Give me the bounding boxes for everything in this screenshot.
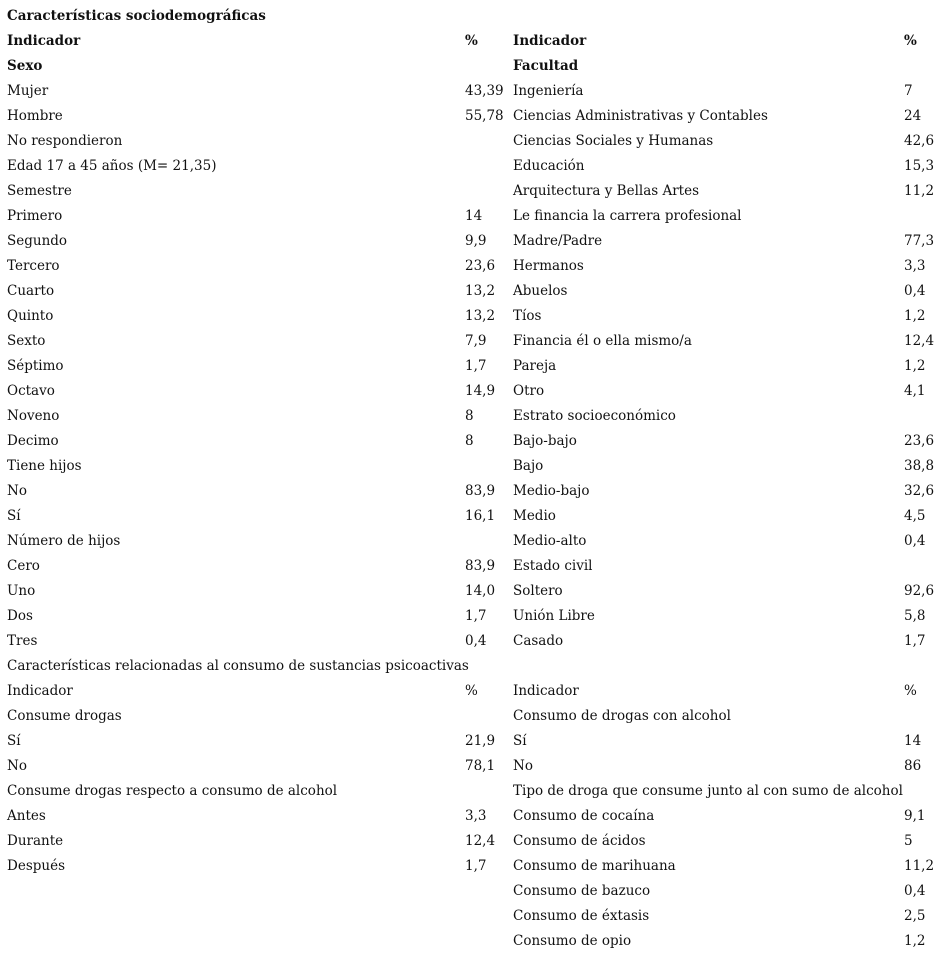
table-row (0, 754, 944, 779)
right-indicator: Medio (513, 508, 556, 524)
header-left-label: Indicador (7, 683, 73, 699)
left-percent: 12,4 (465, 833, 496, 849)
left-percent: 23,6 (465, 258, 496, 274)
right-indicator: Ciencias Sociales y Humanas (513, 133, 714, 149)
header-row (0, 29, 944, 54)
left-percent: 13,2 (465, 308, 496, 324)
header-right-label: Indicador (513, 683, 579, 699)
left-percent: 1,7 (465, 858, 487, 874)
right-indicator: Consumo de éxtasis (513, 908, 650, 924)
left-percent: 1,7 (465, 608, 487, 624)
right-percent: 15,3 (904, 158, 935, 174)
table-row (0, 104, 944, 129)
right-percent: 92,6 (904, 583, 935, 599)
left-percent: 0,4 (465, 633, 487, 649)
left-indicator: Tres (7, 633, 38, 649)
right-indicator: Bajo-bajo (513, 433, 577, 449)
table-row (0, 554, 944, 579)
left-indicator: Sexo (7, 58, 43, 74)
right-percent: 32,6 (904, 483, 935, 499)
table-row (0, 504, 944, 529)
left-indicator: No (7, 483, 27, 499)
left-indicator: Segundo (7, 233, 68, 249)
left-percent: 3,3 (465, 808, 487, 824)
right-percent: 42,6 (904, 133, 935, 149)
right-indicator: Arquitectura y Bellas Artes (513, 183, 700, 199)
left-percent: 21,9 (465, 733, 496, 749)
table-title-text: Características sociodemográficas (7, 8, 266, 24)
left-indicator: Primero (7, 208, 63, 224)
section-title (0, 654, 944, 679)
left-indicator: Séptimo (7, 358, 64, 374)
left-percent: 43,39 (465, 83, 504, 99)
right-percent: 4,1 (904, 383, 926, 399)
table-row (0, 529, 944, 554)
table-row (0, 254, 944, 279)
left-percent: 83,9 (465, 483, 496, 499)
left-percent: 14 (465, 208, 483, 224)
left-indicator: No respondieron (7, 133, 123, 149)
header-right-label: Indicador (513, 33, 587, 49)
right-indicator: Estado civil (513, 558, 593, 574)
right-percent: 38,8 (904, 458, 935, 474)
table-row (0, 54, 944, 79)
left-indicator: Tercero (7, 258, 60, 274)
table-row (0, 779, 944, 804)
right-indicator: Consumo de opio (513, 933, 632, 949)
table-row (0, 204, 944, 229)
right-indicator: Ciencias Administrativas y Contables (513, 108, 768, 124)
right-percent: 7 (904, 83, 913, 99)
left-percent: 1,7 (465, 358, 487, 374)
left-indicator: Edad 17 a 45 años (M= 21,35) (7, 158, 217, 174)
header-right-percent: % (904, 33, 917, 49)
right-percent: 5 (904, 833, 913, 849)
left-indicator: Después (7, 858, 65, 874)
table-row (0, 154, 944, 179)
right-indicator: Consumo de drogas con alcohol (513, 708, 731, 724)
table-row (0, 179, 944, 204)
right-indicator: Medio-alto (513, 533, 587, 549)
left-percent: 7,9 (465, 333, 487, 349)
right-percent: 5,8 (904, 608, 926, 624)
section-title-text: Características relacionadas al consumo de sustancias psicoactivas (7, 658, 469, 674)
right-percent: 1,2 (904, 358, 926, 374)
table-row (0, 279, 944, 304)
left-indicator: Semestre (7, 183, 72, 199)
left-percent: 55,78 (465, 108, 504, 124)
right-indicator: Bajo (513, 458, 544, 474)
right-percent: 11,2 (904, 183, 935, 199)
right-percent: 4,5 (904, 508, 926, 524)
right-indicator: Tíos (513, 308, 542, 324)
table-row (0, 604, 944, 629)
table-row (0, 479, 944, 504)
table-row (0, 79, 944, 104)
right-percent: 0,4 (904, 883, 926, 899)
left-percent: 78,1 (465, 758, 496, 774)
right-indicator: Medio-bajo (513, 483, 590, 499)
right-indicator: Madre/Padre (513, 233, 603, 249)
table-row (0, 829, 944, 854)
right-indicator: Otro (513, 383, 545, 399)
right-percent: 1,7 (904, 633, 926, 649)
right-percent: 12,4 (904, 333, 935, 349)
table-row (0, 729, 944, 754)
right-indicator: Ingeniería (513, 83, 584, 99)
right-indicator: Consumo de cocaína (513, 808, 655, 824)
right-indicator: Tipo de droga que consume junto al con sumo de alcohol (513, 783, 903, 799)
right-indicator: No (513, 758, 533, 774)
left-percent: 8 (465, 433, 474, 449)
right-percent: 9,1 (904, 808, 926, 824)
left-percent: 14,9 (465, 383, 496, 399)
left-indicator: Cero (7, 558, 40, 574)
right-percent: 0,4 (904, 283, 926, 299)
right-percent: 3,3 (904, 258, 926, 274)
table-row (0, 354, 944, 379)
header-right-percent: % (904, 683, 917, 699)
left-percent: 14,0 (465, 583, 496, 599)
right-indicator: Casado (513, 633, 564, 649)
left-indicator: Sí (7, 733, 21, 749)
right-indicator: Abuelos (513, 283, 568, 299)
left-indicator: Octavo (7, 383, 55, 399)
table-row (0, 579, 944, 604)
right-indicator: Hermanos (513, 258, 584, 274)
right-percent: 23,6 (904, 433, 935, 449)
right-indicator: Consumo de bazuco (513, 883, 651, 899)
left-indicator: Número de hijos (7, 533, 121, 549)
right-indicator: Financia él o ella mismo/a (513, 333, 692, 349)
left-percent: 13,2 (465, 283, 496, 299)
left-percent: 8 (465, 408, 474, 424)
left-indicator: Quinto (7, 308, 54, 324)
table-row (0, 854, 944, 879)
left-indicator: Decimo (7, 433, 59, 449)
right-percent: 24 (904, 108, 922, 124)
right-percent: 1,2 (904, 933, 926, 949)
left-percent: 83,9 (465, 558, 496, 574)
right-indicator: Consumo de marihuana (513, 858, 676, 874)
left-indicator: Antes (7, 808, 46, 824)
left-indicator: Cuarto (7, 283, 55, 299)
right-percent: 11,2 (904, 858, 935, 874)
left-indicator: Consume drogas (7, 708, 122, 724)
left-indicator: Tiene hijos (7, 458, 82, 474)
table-title (0, 4, 944, 29)
table-row (0, 879, 944, 904)
table-row (0, 704, 944, 729)
header-left-percent: % (465, 33, 478, 49)
left-percent: 9,9 (465, 233, 487, 249)
table-row (0, 379, 944, 404)
table-row (0, 454, 944, 479)
right-percent: 2,5 (904, 908, 926, 924)
table-row (0, 404, 944, 429)
right-indicator: Le financia la carrera profesional (513, 208, 742, 224)
left-indicator: Uno (7, 583, 36, 599)
table-row (0, 429, 944, 454)
left-indicator: Durante (7, 833, 64, 849)
right-indicator: Sí (513, 733, 527, 749)
header-left-label: Indicador (7, 33, 81, 49)
right-indicator: Educación (513, 158, 585, 174)
header-row (0, 679, 944, 704)
left-indicator: Consume drogas respecto a consumo de alcohol (7, 783, 338, 799)
right-indicator: Unión Libre (513, 608, 595, 624)
header-left-percent: % (465, 683, 478, 699)
right-percent: 86 (904, 758, 922, 774)
right-percent: 0,4 (904, 533, 926, 549)
left-indicator: Dos (7, 608, 33, 624)
left-indicator: Sexto (7, 333, 46, 349)
left-indicator: Noveno (7, 408, 60, 424)
table-row (0, 629, 944, 654)
left-indicator: Sí (7, 508, 21, 524)
left-percent: 16,1 (465, 508, 496, 524)
table-row (0, 229, 944, 254)
right-percent: 1,2 (904, 308, 926, 324)
right-indicator: Facultad (513, 58, 579, 74)
right-indicator: Soltero (513, 583, 563, 599)
left-indicator: Mujer (7, 83, 49, 99)
table-row (0, 929, 944, 954)
table-row (0, 129, 944, 154)
table-row (0, 804, 944, 829)
right-indicator: Consumo de ácidos (513, 833, 646, 849)
table-row (0, 329, 944, 354)
table-row (0, 904, 944, 929)
right-indicator: Estrato socioeconómico (513, 408, 676, 424)
right-percent: 14 (904, 733, 922, 749)
right-percent: 77,3 (904, 233, 935, 249)
left-indicator: No (7, 758, 27, 774)
table-row (0, 304, 944, 329)
right-indicator: Pareja (513, 358, 557, 374)
left-indicator: Hombre (7, 108, 63, 124)
